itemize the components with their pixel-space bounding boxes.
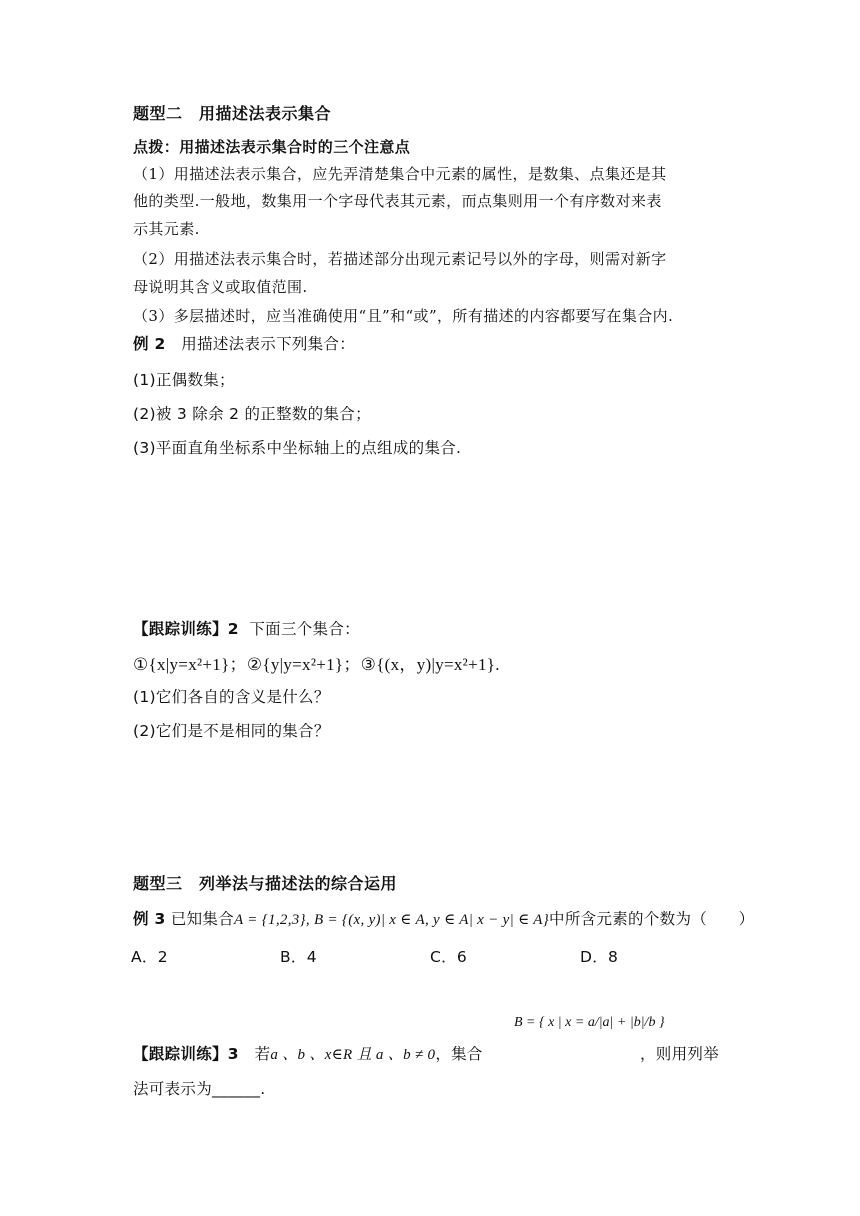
tip-heading (133, 140, 410, 155)
tip-line-3: 示其元素. (133, 220, 200, 238)
practice-3-vars: a 、b 、x∈R 且 a 、b ≠ 0 (270, 1047, 436, 1063)
section-title-2: 题型二 用描述法表示集合 (133, 104, 332, 123)
example-2-text: 用描述法表示下列集合： (181, 335, 356, 353)
practice-3-prefix: 若 (254, 1045, 271, 1063)
practice-2-question-2: (2)它们是不是相同的集合？ (133, 722, 330, 740)
practice-3-set-expression: B = { x | x = a/|a| + |b|/b } (514, 1015, 665, 1030)
section-title-3: 题型三 列举法与描述法的综合运用 (133, 874, 398, 893)
option-b: B．4 (280, 948, 317, 966)
tip-line-1: （1）用描述法表示集合，应先弄清楚集合中元素的属性，是数集、点集还是其 (133, 165, 667, 183)
practice-2-question-1: (1)它们各自的含义是什么？ (133, 688, 330, 706)
example-2-item-2: (2)被 3 除余 2 的正整数的集合； (133, 405, 371, 423)
tip-label: 点拨： (133, 138, 180, 156)
practice-3-line-2: 法可表示为______. (133, 1080, 266, 1098)
tip-line-6: （3）多层描述时，应当准确使用“且”和“或”，所有描述的内容都要写在集合内. (133, 307, 674, 325)
example-3-suffix: 中所含元素的个数为（ ） (549, 910, 755, 928)
practice-2-heading (133, 622, 360, 638)
practice-2-sets: ①{x|y=x²+1}；②{y|y=x²+1}；③{(x，y)|y=x²+1}. (133, 655, 500, 674)
example-2-heading (133, 337, 355, 353)
option-a: A．2 (131, 948, 168, 966)
example-3-prefix: 已知集合 (170, 910, 235, 928)
practice-3-suffix: ，则用列举 (640, 1045, 720, 1063)
example-3-line (133, 912, 754, 928)
option-d: D．8 (580, 948, 619, 966)
practice-2-label: 【跟踪训练】2 (133, 620, 239, 638)
tip-line-4: （2）用描述法表示集合时，若描述部分出现元素记号以外的字母，则需对新字 (133, 250, 667, 268)
example-3-formula: A = {1,2,3}, B = {(x, y)| x ∈ A, y ∈ A| x − y| ∈ A} (234, 912, 550, 928)
practice-3-middle: ，集合 (435, 1045, 483, 1063)
example-2-item-3: (3)平面直角坐标系中坐标轴上的点组成的集合. (133, 439, 462, 457)
example-2-label: 例 2 (133, 335, 166, 353)
tip-line-2: 他的类型.一般地，数集用一个字母代表其元素，而点集则用一个有序数对来表 (133, 192, 662, 210)
practice-3-line-1 (133, 1047, 483, 1063)
tip-title: 用描述法表示集合时的三个注意点 (179, 138, 411, 156)
example-2-item-1: (1)正偶数集； (133, 371, 235, 389)
practice-3-label: 【跟踪训练】3 (133, 1045, 239, 1063)
example-3-label: 例 3 (133, 910, 166, 928)
practice-2-text: 下面三个集合： (249, 620, 360, 638)
option-c: C．6 (430, 948, 468, 966)
tip-line-5: 母说明其含义或取值范围. (133, 278, 308, 296)
